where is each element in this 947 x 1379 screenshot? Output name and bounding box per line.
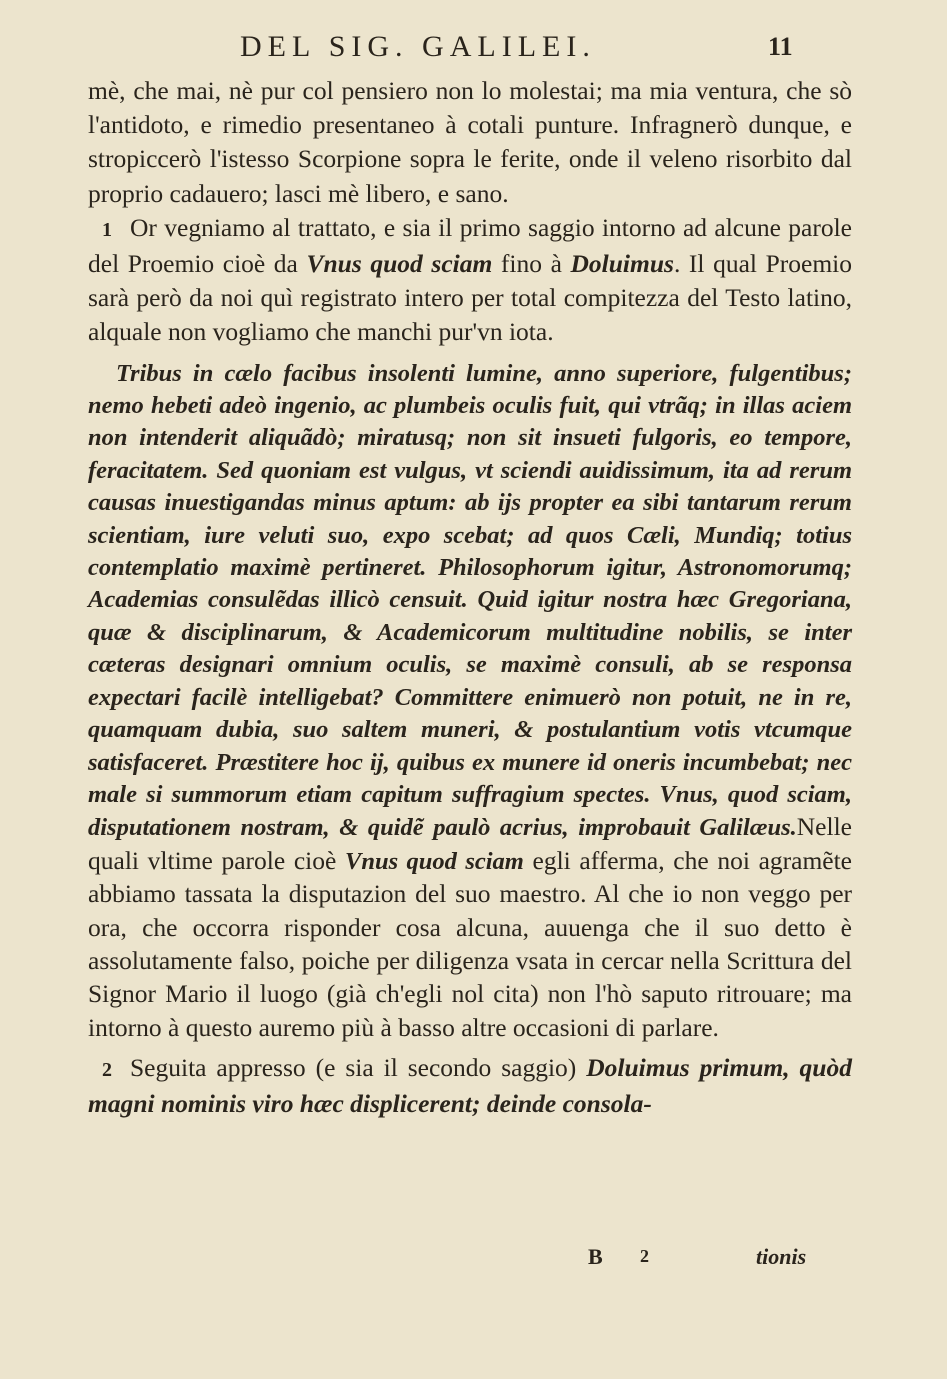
page-footer xyxy=(0,1244,947,1274)
paragraph-2 xyxy=(88,211,852,350)
quote-vnus-quod-sciam: Vnus quod sciam xyxy=(306,249,493,279)
commentary-text-d: egli afferma, che noi agramẽte abbiamo tassata la disputazion del suo maestro. Al che io non veggo per ora, che occorra risponder cosa alcuna, auuenga che il suo detto è assolutamente falso, poiche per diligenza vsata in cercar nella Scrittura del Signor Mario il luogo (già ch'egli nol cita) non l'hò saputo ritrouare; ma intorno à questo auremo più à basso altre occasioni di parlare. xyxy=(88,845,853,1042)
signature-mark: B xyxy=(588,1244,603,1269)
section-number-2: 2 xyxy=(102,1059,112,1082)
page-number: 11 xyxy=(768,32,793,61)
quote-vnus-quod-sciam-2: Vnus quod sciam xyxy=(345,847,524,875)
paragraph-2-text-a: Or vegniamo al trattato, e sia il primo saggio intorno ad alcune parole del Proemio cioè da xyxy=(88,212,852,279)
paragraph-3-text-a: Seguita appresso (e sia il secondo saggio) xyxy=(130,1053,587,1083)
paragraph-2-text-c: fino à xyxy=(492,249,571,279)
running-header xyxy=(0,26,947,72)
latin-proem xyxy=(88,358,852,1046)
section-number-1: 1 xyxy=(102,218,112,241)
body-text xyxy=(88,74,852,1122)
signature-number: 2 xyxy=(640,1246,649,1266)
quote-doluimus-primum: Doluimus primum, quòd magni nominis viro hæc displicerent; deinde consola- xyxy=(88,1053,852,1119)
paragraph-1: mè, che mai, nè pur col pensiero non lo molestai; ma mia ventura, che sò l'antidoto, e rimedio presentaneo à cotali punture. Infragnerò dunque, e stropiccerò l'istesso Scorpione sopra le ferite, onde il veleno risorbito dal proprio cadauero; lasci mè libero, e sano. xyxy=(88,76,852,208)
running-title: DEL SIG. GALILEI. xyxy=(240,30,596,63)
latin-proem-text: Tribus in cælo facibus insolenti lumine, anno superiore, fulgentibus; nemo hebeti adeò ingenio, ac plumbeis oculis fuit, qui vtrãq; in illas aciem non intenderit aliquãdò; miratusq; non sit insueti fulgoris, eo tempore, feracitatem. Sed quoniam est vulgus, vt sciendi auidissimum, ita ad rerum causas inuestigandas minus aptum: ab ijs propter ea sibi tantarum rerum scientiam, iure veluti suo, expo scebat; ad quos Cæli, Mundiq; totius contemplatio maximè pertineret. Philosophorum igitur, Astronomorumq; Academias consulẽdas illicò censuit. Quid igitur nostra hæc Gregoriana, quæ & disciplinarum, & Academicorum multitudine nobilis, se inter cæteras designari omnium oculis, se maximè consuli, ab se responsa expectari facilè intelligebat? Committere enimuerò non potuit, ne in re, quamquam dubia, suo saltem muneri, & postulantium votis vtcumque satisfaceret. Præstitere hoc ij, quibus ex munere id oneris incumbebat; nec male si summorum etiam capitum suffragium spectes. Vnus, quod sciam, disputationem nostram, & quidẽ paulò acrius, improbauit Galilæus. xyxy=(88,359,852,842)
quote-doluimus: Doluimus xyxy=(570,249,674,279)
catchword: tionis xyxy=(756,1244,807,1269)
commentary-text-b: Nelle quali vltime parole cioè xyxy=(88,812,852,875)
paragraph-3 xyxy=(88,1051,852,1121)
paragraph-2-text-e: . Il qual Proemio sarà però da noi quì registrato intero per total compitezza del Testo latino, alquale non vogliamo che manchi pur'vn iota. xyxy=(88,249,852,347)
